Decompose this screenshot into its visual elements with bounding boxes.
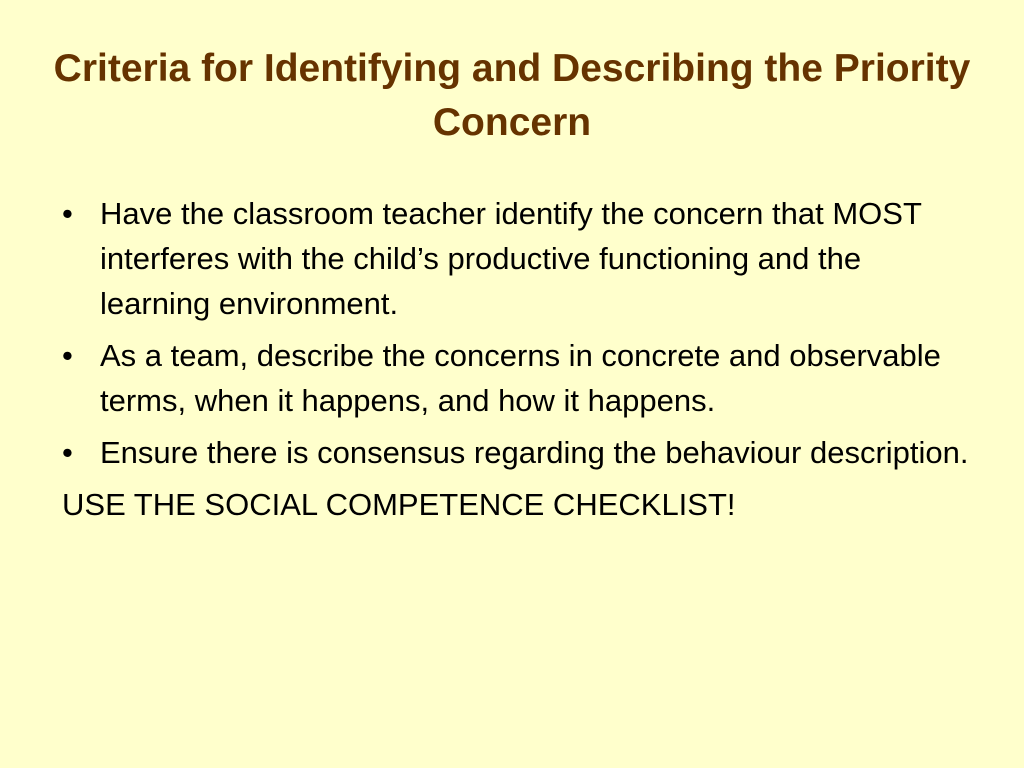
bullet-text: Ensure there is consensus regarding the behaviour description. <box>100 435 969 470</box>
bullet-marker: • <box>62 196 73 231</box>
bullet-text: Have the classroom teacher identify the concern that MOST interferes with the child’s productive functioning and the learning environment. <box>100 196 922 321</box>
bullet-marker: • <box>62 435 73 470</box>
bullet-item <box>62 333 972 423</box>
slide-body <box>62 191 972 527</box>
bullet-list <box>62 191 972 475</box>
bullet-item <box>62 430 972 475</box>
checklist-callout: USE THE SOCIAL COMPETENCE CHECKLIST! <box>62 487 736 522</box>
bullet-marker: • <box>62 338 73 373</box>
bullet-item <box>62 191 972 326</box>
bullet-text: As a team, describe the concerns in concrete and observable terms, when it happens, and how it happens. <box>100 338 941 418</box>
slide-title: Criteria for Identifying and Describing the Priority Concern <box>53 47 971 144</box>
